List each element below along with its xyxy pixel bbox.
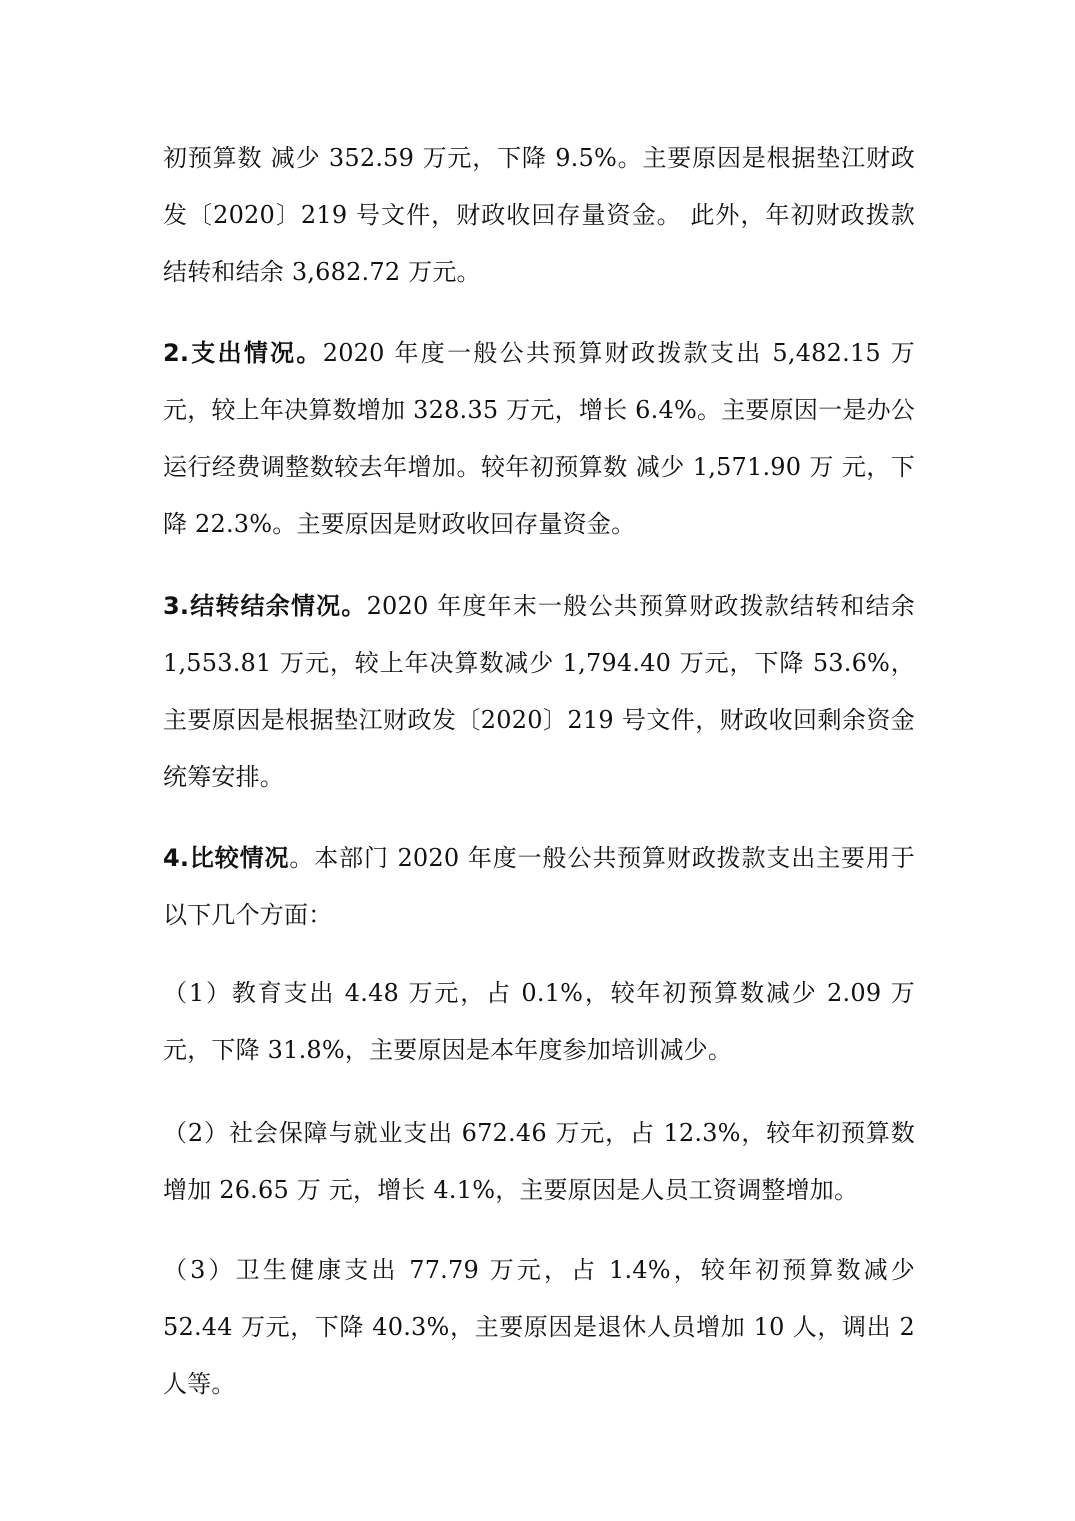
paragraph-text: 初预算数 减少 352.59 万元，下降 9.5%。主要原因是根据垫江财政发〔2020〕219 号文件，财政收回存量资金。 此外，年初财政拨款结转和结余 3,682.72 万元。 bbox=[163, 144, 915, 286]
paragraph-text: （2）社会保障与就业支出 672.46 万元，占 12.3%，较年初预算数增加 26.65 万 元，增长 4.1%，主要原因是人员工资调整增加。 bbox=[163, 1119, 915, 1204]
paragraph-text: （1）教育支出 4.48 万元，占 0.1%，较年初预算数减少 2.09 万 元，下降 31.8%，主要原因是本年度参加培训减少。 bbox=[163, 979, 915, 1064]
paragraph-text: 2020 年度年末一般公共预算财政拨款结转和结余 1,553.81 万元，较上年决算数减少 1,794.40 万元，下降 53.6%，主要原因是根据垫江财政发〔2020〕219 号文件，财政收回剩余资金统筹安排。 bbox=[163, 592, 915, 791]
paragraph-budget-carryover bbox=[163, 130, 915, 301]
paragraph-comparison bbox=[163, 830, 915, 944]
paragraph-text: （3）卫生健康支出 77.79 万元，占 1.4%，较年初预算数减少 52.44 万元，下降 40.3%，主要原因是退休人员增加 10 人，调出 2 人等。 bbox=[163, 1256, 915, 1398]
list-item-education bbox=[163, 965, 915, 1079]
list-item-social-security bbox=[163, 1105, 915, 1219]
section-heading-comparison: 4.比较情况 bbox=[163, 844, 290, 872]
paragraph-text: 2020 年度一般公共预算财政拨款支出 5,482.15 万元，较上年决算数增加 328.35 万元，增长 6.4%。主要原因一是办公运行经费调整数较去年增加。较年初预算数 减少 1,571.90 万 元，下降 22.3%。主要原因是财政收回存量资金。 bbox=[163, 339, 916, 538]
section-heading-expenditure: 2.支出情况。 bbox=[163, 339, 323, 367]
paragraph-carryover-balance bbox=[163, 578, 915, 806]
section-heading-carryover: 3.结转结余情况。 bbox=[163, 592, 367, 620]
paragraph-expenditure bbox=[163, 325, 915, 553]
paragraph-text: 。本部门 2020 年度一般公共预算财政拨款支出主要用于以下几个方面： bbox=[163, 844, 915, 929]
list-item-health bbox=[163, 1242, 915, 1413]
